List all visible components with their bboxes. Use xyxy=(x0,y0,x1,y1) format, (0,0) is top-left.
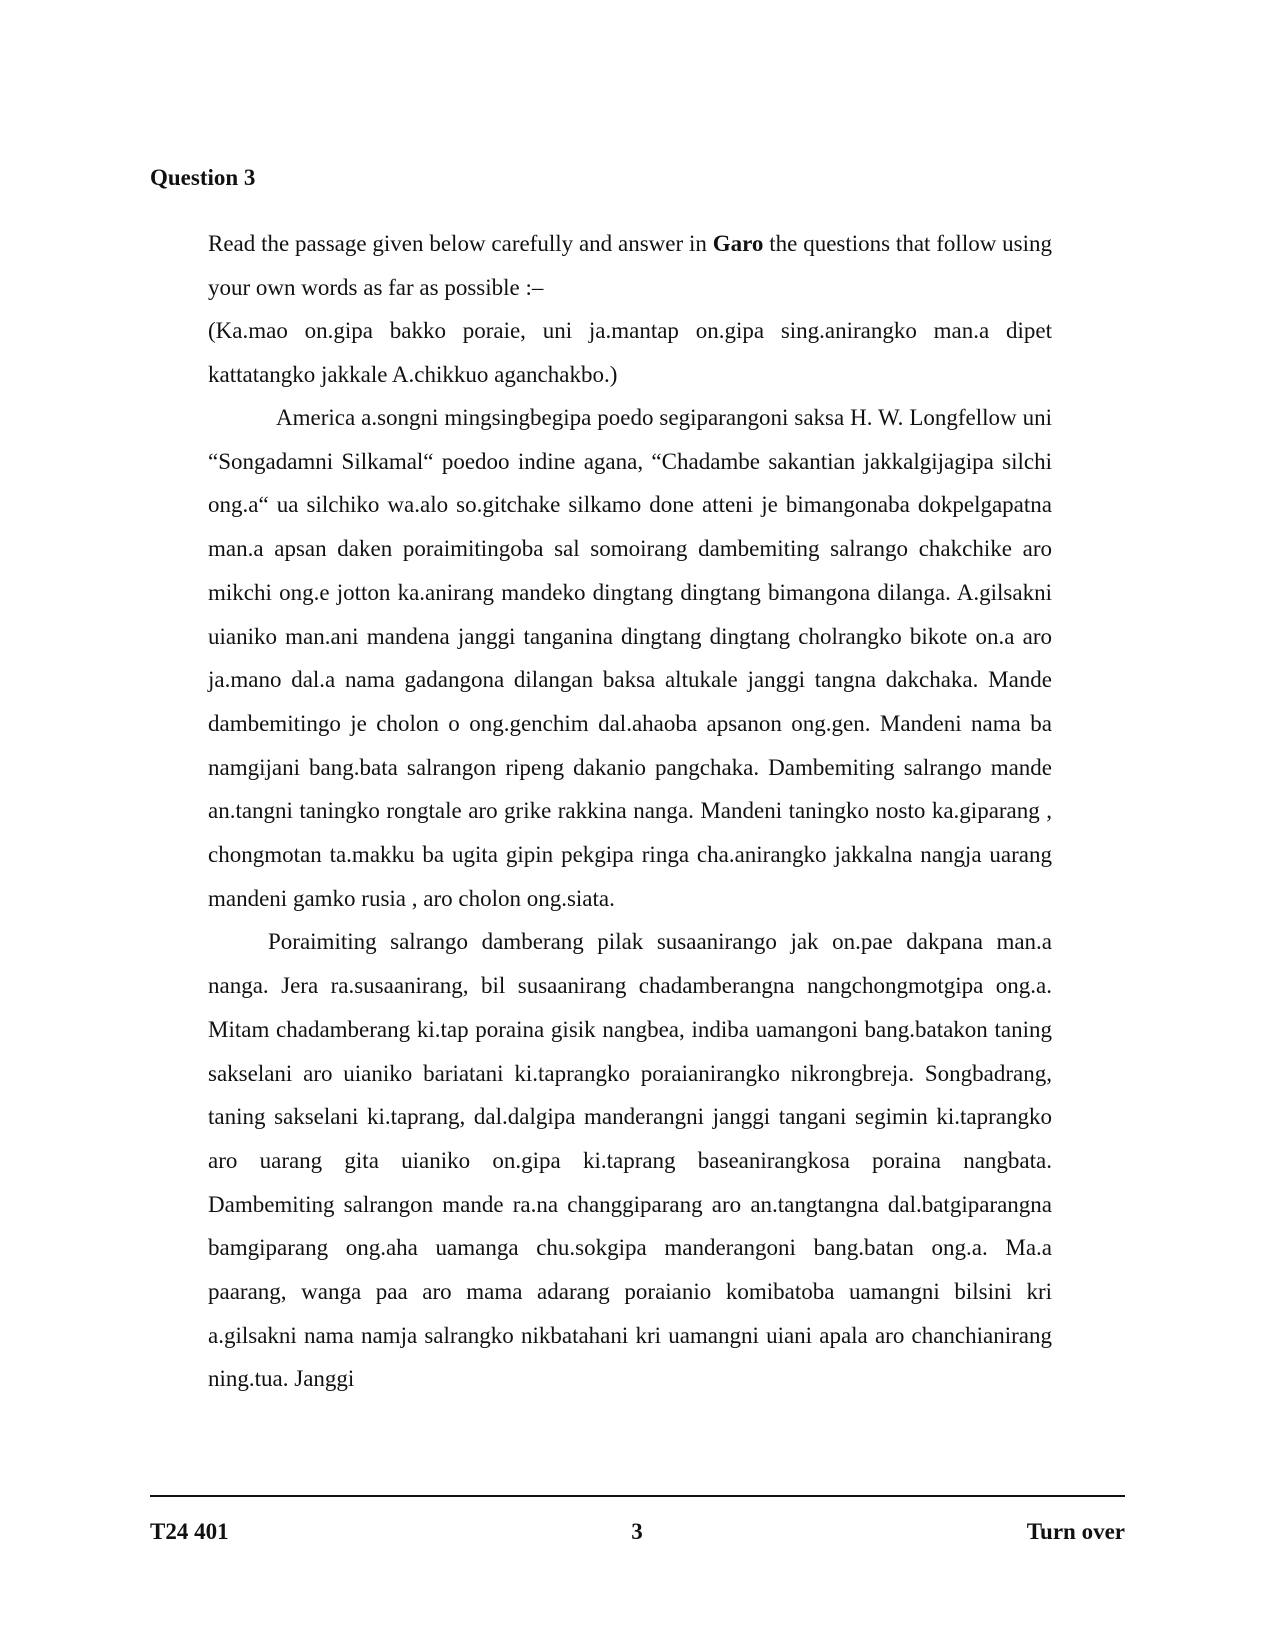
passage-paragraph-2: Poraimiting salrango damberang pilak susaanirango jak on.pae dakpana man.a nanga. Jera ra.susaanirang, bil susaanirang chadamberangna nangchongmotgipa ong.a. Mitam chadamberang ki.tap poraina gisik nangbea, indiba uamangoni bang.batakon taning sakselani aro uianiko bariatani ki.taprangko poraianirangko nikrongbreja. Songbadrang, taning sakselani ki.taprang, dal.dalgipa manderangni janggi tangani segimin ki.taprangko aro uarang gita uianiko on.gipa ki.taprang baseanirangkosa poraina nangbata. Dambemiting salrangon mande ra.na changgiparang aro an.tangtangna dal.batgiparangna bamgiparang ong.aha uamanga chu.sokgipa manderangoni bang.batan ong.a. Ma.a paarang, wanga paa aro mama adarang poraianio komibatoba uamangni bilsini kri a.gilsakni nama namja salrangko nikbatahani kri uamangni uiani apala aro chanchianirang ning.tua. Janggi xyxy=(208,929,1052,1392)
garo-instruction-text: (Ka.mao on.gipa bakko poraie, uni ja.mantap on.gipa sing.anirangko man.a dipet kattatangko jakkale A.chikkuo aganchakbo.) xyxy=(208,318,1052,387)
footer-divider xyxy=(150,1495,1125,1497)
instructions-part1: Read the passage given below carefully and answer in xyxy=(208,231,713,256)
passage xyxy=(208,396,1052,1401)
instructions-part2: the questions that follow using your own words as far as possible :– xyxy=(208,231,1052,300)
question-heading: Question 3 xyxy=(150,165,256,190)
instructions-text xyxy=(208,222,1052,309)
page-number: 3 xyxy=(631,1519,643,1544)
paper-code: T24 401 xyxy=(150,1519,229,1544)
instructions-language: Garo xyxy=(712,231,764,256)
turn-over-label: Turn over xyxy=(1026,1519,1125,1544)
passage-paragraph-1: America a.songni mingsingbegipa poedo segiparangoni saksa H. W. Longfellow uni “Songadamni Silkamal“ poedoo indine agana, “Chadambe sakantian jakkalgijagipa silchi ong.a“ ua silchiko wa.alo so.gitchake silkamo done atteni je bimangonaba dokpelgapatna man.a apsan daken poraimitingoba sal somoirang dambemiting salrango chakchike aro mikchi ong.e jotton ka.anirang mandeko dingtang dingtang bimangona dilanga. A.gilsakni uianiko man.ani mandena janggi tanganina dingtang dingtang cholrangko bikote on.a aro ja.mano dal.a nama gadangona dilangan baksa altukale janggi tangna dakchaka. Mande dambemitingo je cholon o ong.genchim dal.ahaoba apsanon ong.gen. Mandeni nama ba namgijani bang.bata salrangon ripeng dakanio pangchaka. Dambemiting salrango mande an.tangni taningko rongtale aro grike rakkina nanga. Mandeni taningko nosto ka.giparang , chongmotan ta.makku ba ugita gipin pekgipa ringa cha.anirangko jakkalna nangja uarang mandeni gamko rusia , aro cholon ong.siata. xyxy=(208,405,1052,911)
